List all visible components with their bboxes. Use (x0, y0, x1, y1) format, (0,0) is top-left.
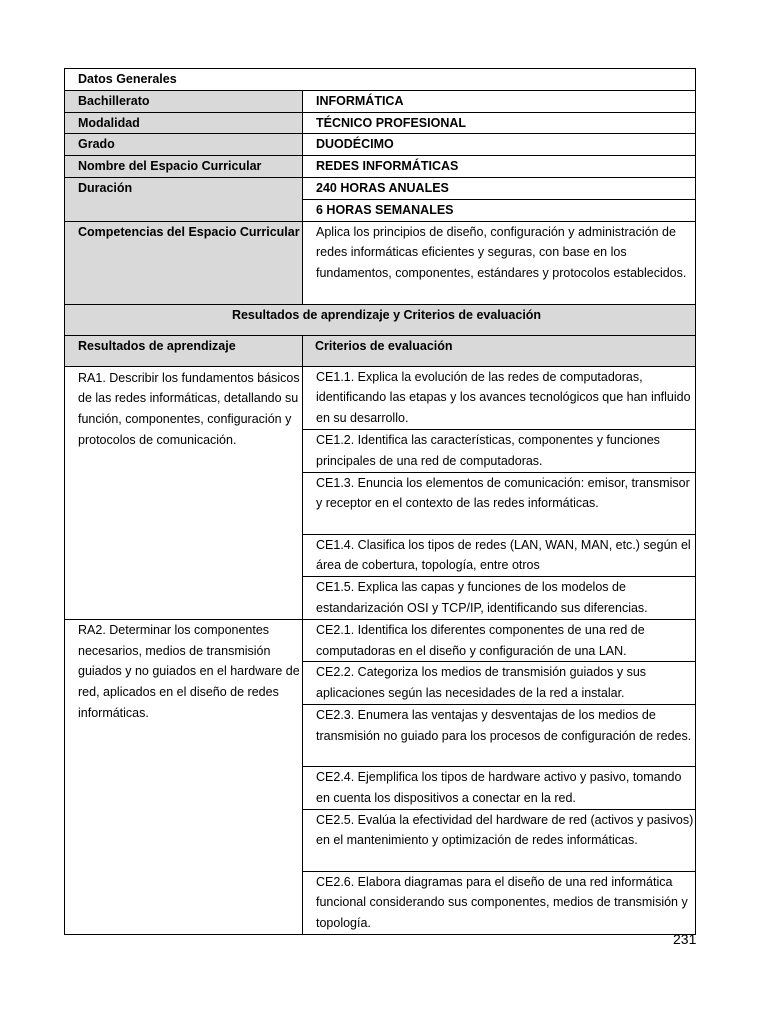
general-row (65, 134, 696, 156)
criterion-ce2-6: CE2.6. Elabora diagramas para el diseño de una red informática funcional considerando sus componentes, medios de transmisión y topología. (303, 871, 696, 934)
column-header-results: Resultados de aprendizaje (65, 335, 303, 366)
row-value: INFORMÁTICA (303, 90, 696, 112)
row-label: Grado (65, 134, 303, 156)
section-title: Resultados de aprendizaje y Criterios de evaluación (65, 304, 696, 335)
criterion-ce2-2: CE2.2. Categoriza los medios de transmisión guiados y sus aplicaciones según las necesidades de la red a instalar. (303, 662, 696, 705)
criterion-ce2-3: CE2.3. Enumera las ventajas y desventajas de los medios de transmisión no guiado para los procesos de configuración de redes. (303, 704, 696, 766)
row-value: DUODÉCIMO (303, 134, 696, 156)
duration-label: Duración (65, 177, 303, 221)
learning-result-ra1: RA1. Describir los fundamentos básicos de las redes informáticas, detallando su función, componentes, configuración y protocolos de comunicación. (65, 366, 303, 619)
row-value: REDES INFORMÁTICAS (303, 156, 696, 178)
page-number: 231 (673, 931, 697, 947)
general-row (65, 156, 696, 178)
criterion-ce1-4: CE1.4. Clasifica los tipos de redes (LAN, WAN, MAN, etc.) según el área de cobertura, topología, entre otros (303, 534, 696, 577)
general-row (65, 90, 696, 112)
general-data-title: Datos Generales (65, 69, 696, 91)
criterion-ce2-1: CE2.1. Identifica los diferentes componentes de una red de computadoras en el diseño y configuración de una LAN. (303, 619, 696, 662)
criterion-ce2-4: CE2.4. Ejemplifica los tipos de hardware activo y pasivo, tomando en cuenta los dispositivos a conectar en la red. (303, 766, 696, 809)
criterion-ce2-5: CE2.5. Evalúa la efectividad del hardware de red (activos y pasivos) en el mantenimiento y optimización de redes informáticas. (303, 809, 696, 871)
row-label: Bachillerato (65, 90, 303, 112)
competencies-label: Competencias del Espacio Curricular (65, 221, 303, 304)
competencies-value: Aplica los principios de diseño, configuración y administración de redes informáticas eficientes y seguras, con base en los fundamentos, componentes, estándares y protocolos establecidos. (303, 221, 696, 304)
general-row (65, 112, 696, 134)
learning-result-ra2: RA2. Determinar los componentes necesarios, medios de transmisión guiados y no guiados en el hardware de red, aplicados en el diseño de redes informáticas. (65, 619, 303, 934)
curriculum-table (64, 68, 696, 935)
row-label: Nombre del Espacio Curricular (65, 156, 303, 178)
criterion-ce1-1: CE1.1. Explica la evolución de las redes de computadoras, identificando las etapas y los avances tecnológicos que han influido en su desarrollo. (303, 366, 696, 429)
duration-annual: 240 HORAS ANUALES (303, 177, 696, 199)
criterion-ce1-2: CE1.2. Identifica las características, componentes y funciones principales de una red de computadoras. (303, 429, 696, 472)
column-header-criteria: Criterios de evaluación (303, 335, 696, 366)
criterion-ce1-5: CE1.5. Explica las capas y funciones de los modelos de estandarización OSI y TCP/IP, identificando sus diferencias. (303, 577, 696, 620)
row-label: Modalidad (65, 112, 303, 134)
criterion-ce1-3: CE1.3. Enuncia los elementos de comunicación: emisor, transmisor y receptor en el contexto de las redes informáticas. (303, 472, 696, 534)
duration-weekly: 6 HORAS SEMANALES (303, 199, 696, 221)
row-value: TÉCNICO PROFESIONAL (303, 112, 696, 134)
